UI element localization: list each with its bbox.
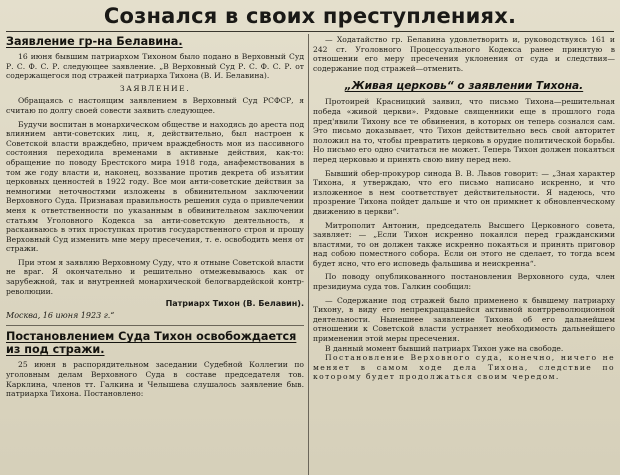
paragraph: — Содержание под стражей было применено к бывшему патриарху Тихону, в виду его непрекращавшейся активной контрреволюционной деятельности. Нынешнее заявление Тихона об его дальнейшем отношении к Советской власти устраняет необходимость дальнейшего применения этой меры пресечения. — [313, 295, 615, 344]
paragraph: Бывший обер-прокурор синода В. В. Львов говорит: — „Зная характер Тихона, я утверждаю, что его письмо написано искренно, и что изложенное в нем соответствует действительности. Я надеюсь, что прозрение Тихона пойдет дальше и что он примкнет к обновленческому движению в церкви“. — [313, 168, 615, 216]
article-title-living-church: „Живая церковь“ о заявлении Тихона. — [344, 80, 584, 93]
article-title-belavin-statement: Заявление гр-на Белавина. — [6, 35, 183, 48]
paragraph: Будучи воспитан в монархическом обществе и находясь до ареста под влиянием анти-советских лиц, я, действительно, был настроен к Советской власти враждебно, причем враждебность моя из пассивного состояния переходила временами в активные действия, как-то: обращение по поводу Брестского мира 1918 года, анафемствования в том же году власти и, наконец, воззвание против декрета об изъятии церковных ценностей в 1922 году. Все мои анти-советские действия за немногими неточностями изложены в обвинительном заключении Верховного Суда. Признавая правильность решения суда о привлечении меня к ответственности по указанным в обвинительном заключении статьям Уголовного Кодекса за анти-советскую деятельность, я раскаиваюсь в этих проступках против государственного строя и прошу Верховный Суд изменить мне меру пресечения, т. е. освободить меня от стражи. — [6, 119, 304, 254]
article-title-release: Постановлением Суда Тихон освобождается из под стражи. — [6, 330, 297, 357]
signature: Патриарх Тихон (В. Белавин). — [165, 299, 304, 309]
paragraph: — Ходатайство гр. Белавина удовлетворить и, руководствуясь 161 и 242 ст. Уголовного Процессуального Кодекса ранее принятую в отношении его меру пресечения уклонения от суда и следствия—содержание под стражей—отменить. — [313, 35, 615, 73]
statement-label: ЗАЯВЛЕНИЕ. — [119, 83, 191, 93]
left-column — [6, 35, 304, 475]
paragraph: При этом я заявляю Верховному Суду, что я отныне Советской власти не враг. Я окончательно и решительно отмежевываюсь как от зарубежной, так и внутренней монархической белогвардейской контр-революции. — [6, 257, 304, 296]
paragraph: Обращаясь с настоящим заявлением в Верховный Суд РСФСР, я считаю по долгу своей совести заявить следующее. — [6, 96, 304, 115]
paragraph: В данный момент бывший патриарх Тихон уже на свободе. — [325, 343, 564, 353]
paragraph: По поводу опубликованного постановления Верховного суда, член президиума суда тов. Галкин сообщил: — [313, 272, 615, 292]
dateline: Москва, 16 июня 1923 г.“ — [6, 310, 115, 320]
paragraph: 16 июня бывшим патриархом Тихоном было подано в Верховный Суд Р. С. Ф. С. Р. следующее заявление. „В Верховный Суд Р. С. Ф. С. Р. от содержащегося под стражей патриарха Тихона (В. И. Белавина). — [6, 52, 304, 81]
paragraph: 25 июня в распорядительном заседании Судебной Коллегии по уголовным делам Верховного Суда в составе председателя тов. Карклина, членов тт. Галкина и Челышева слушалось заявление быв. патриарха Тихона. Постановлено: — [6, 360, 304, 399]
paragraph: Митрополит Антонин, председатель Высшего Церковного совета, заявляет: — „Если Тихон искренно покаялся перед гражданскими властями, то он должен также искренно покаяться и принять приговор над собою поместного собора. Если он этого не сделает, то тогда всем будет ясно, что его исповедь фальшива и неискренна“. — [313, 220, 615, 268]
column-divider — [308, 34, 309, 475]
right-column — [313, 35, 615, 475]
section-rule — [6, 325, 304, 326]
paragraph: Постановление Верховного суда, конечно, ничего не меняет в самом ходе дела Тихона, следствие по которому будет продолжаться своим чередом. — [313, 353, 615, 382]
paragraph: Протоирей Красницкий заявил, что письмо Тихона—решительная победа «живой церкви». Рядовые священники еще в прошлого года пред'явили Тихону все те обвинения, в которых он теперь сознался сам. Это письмо доказывает, что Тихон действительно весь свой авторитет положил на то, чтобы превратить церковь в орудие политической борьбы. Но письмо его одно считаться не может. Теперь Тихон должен покаяться перед церковью и принять свою вину перед нею. — [313, 97, 615, 164]
headline-rule — [6, 31, 614, 32]
page-headline: Сознался в своих преступлениях. — [103, 4, 517, 28]
